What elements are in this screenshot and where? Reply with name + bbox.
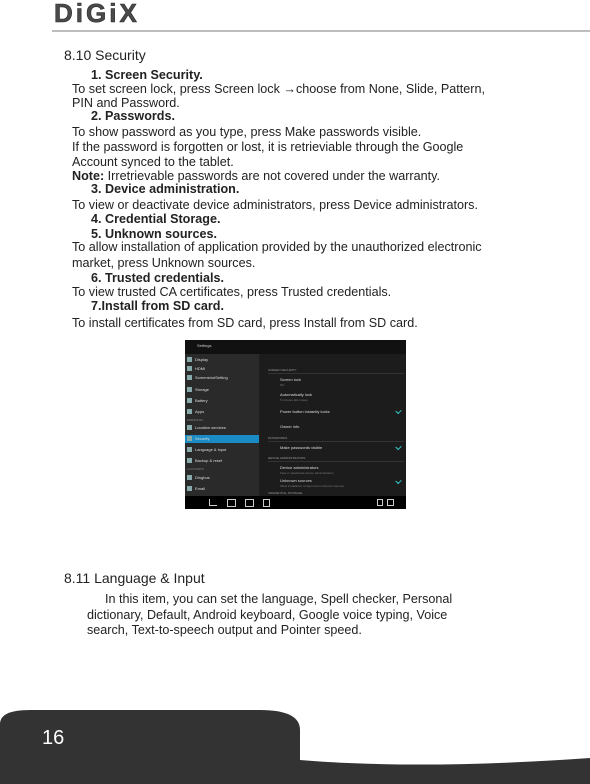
settings-detail [260,354,406,496]
item-heading: 6. Trusted credentials. [91,271,224,285]
body-line: To view or deactivate device administrators, press Device administrators. [72,198,478,212]
back-icon [209,499,217,506]
body-line: To install certificates from SD card, press Install from SD card. [72,316,418,330]
app-title: Settings [197,343,212,348]
sidebar-item: Dingbus [185,474,259,482]
detail-head: DEVICE ADMINISTRATION [268,456,306,460]
detail-item: Screen lock [280,377,301,382]
recent-apps-icon [245,499,254,507]
lock-icon [187,436,192,441]
sidebar-item: ScreenshotSetting [185,374,259,382]
screenshot-icon [187,375,192,380]
section-title-language: 8.11 Language & Input [64,570,205,586]
body-line: To set screen lock, press Screen lock →choose from None, Slide, Pattern, [72,82,485,96]
body-line: market, press Unknown sources. [72,256,256,270]
sidebar-item-security: Security [185,435,259,443]
sidebar-head: PERSONAL [187,418,204,422]
storage-icon [187,387,192,392]
sidebar-item: HDMI [185,365,259,373]
detail-item: Make passwords visible [280,445,323,450]
sidebar-item: Apps [185,408,259,416]
detail-head: PASSWORDS [268,436,288,440]
body-line: To view trusted CA certificates, press Trusted credentials. [72,285,392,299]
detail-item: Owner info [280,424,300,429]
volume-icon [263,499,270,507]
backup-icon [187,458,192,463]
sidebar-item: Display [185,356,259,364]
checkmark-icon [395,478,401,484]
detail-sub: Allow installation of apps from unknown sources [280,484,344,488]
language-paragraph [87,592,452,639]
sidebar-item: Language & input [185,446,259,454]
account-icon [187,475,192,480]
detail-item: Automatically lock [280,392,313,397]
digix-logo [52,0,212,28]
display-icon [187,357,192,362]
svg-text:DiGiX: DiGiX [54,0,140,28]
body-line: search, Text-to-speech output and Pointer speed. [87,623,362,638]
body-line: Account synced to the tablet. [72,155,234,169]
page-number: 16 [42,727,65,749]
header-rule [52,30,590,32]
body-line: dictionary, Default, Android keyboard, Google voice typing, Voice [87,607,448,622]
detail-head: SCREEN SECURITY [268,368,297,372]
body-line: In this item, you can set the language, Spell checker, Personal [105,592,453,606]
body-line: PIN and Password. [72,96,180,110]
item-heading: 5. Unknown sources. [91,227,217,241]
detail-item: Power button instantly locks [280,409,330,414]
footer-band [0,710,590,784]
note-text: Irretrievable passwords are not covered under the warranty. [104,169,440,183]
hdmi-icon [187,366,192,371]
sidebar-item: Email [185,485,259,493]
security-settings-screenshot [185,340,406,509]
wifi-icon [377,499,383,506]
checkmark-icon [395,444,401,450]
status-bar [185,340,406,354]
item-heading: 2. Passwords. [91,109,175,123]
settings-sidebar [185,354,259,496]
nav-bar [185,496,406,509]
email-icon [187,486,192,491]
item-heading: 1. Screen Security. [91,68,203,82]
section-title-security: 8.10 Security [64,47,146,63]
item-heading: 4. Credential Storage. [91,212,221,226]
sidebar-item: Location services [185,424,259,432]
checkmark-icon [395,408,401,414]
body-line: If the password is forgotten or lost, it is retrieviable through the Google [72,140,464,154]
detail-item: Device administrators [280,465,319,470]
sidebar-head: ACCOUNTS [187,467,204,471]
home-icon [227,499,236,507]
battery-icon [187,398,192,403]
language-icon [187,447,192,452]
item-heading: 7.Install from SD card. [91,299,224,313]
detail-sub: View or deactivate device administrators [280,471,334,475]
divider [268,461,404,462]
note-label: Note: [72,169,105,183]
item-heading: 3. Device administration. [91,182,240,196]
divider [268,373,404,374]
body-line: To allow installation of application provided by the unauthorized electronic [72,240,482,254]
sidebar-item: Battery [185,397,259,405]
body-line: To show password as you type, press Make passwords visible. [72,125,422,139]
detail-head: CREDENTIAL STORAGE [268,491,303,495]
apps-icon [187,409,192,414]
battery-status-icon [387,499,394,506]
detail-sub: Pin [280,383,285,387]
detail-sub: 5 minutes after sleep [280,398,308,402]
divider [268,441,404,442]
location-icon [187,425,192,430]
sidebar-item: Backup & reset [185,457,259,465]
detail-item: Unknown sources [280,478,312,483]
sidebar-item: Storage [185,386,259,394]
